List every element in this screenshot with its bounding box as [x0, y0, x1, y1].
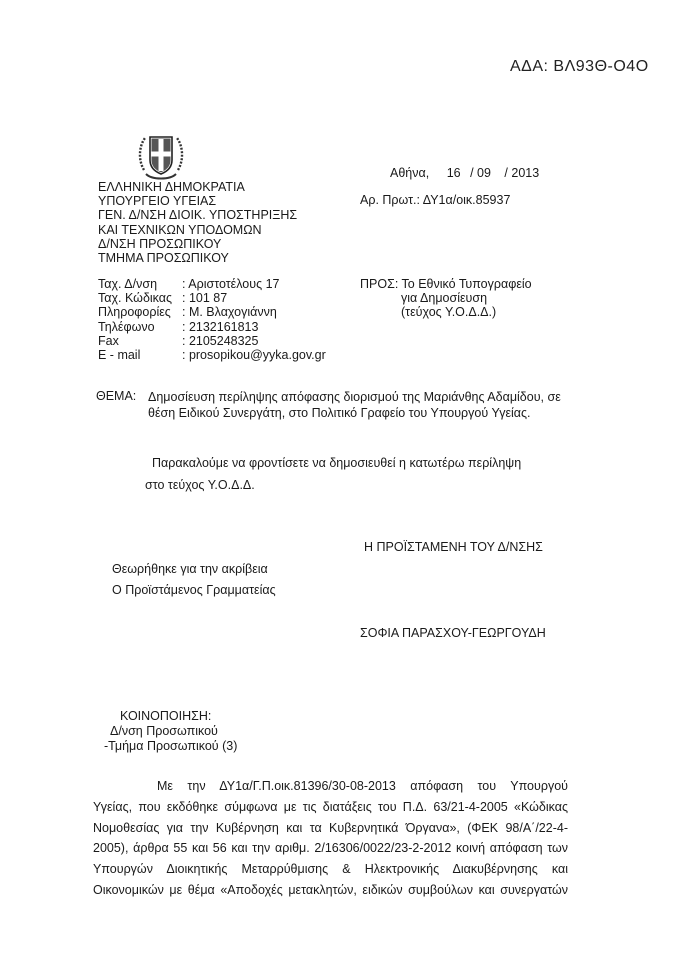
contact-row: [98, 305, 326, 319]
contact-row: [98, 348, 326, 362]
recipient-line: για Δημοσίευση: [401, 291, 488, 306]
contact-label: Fax: [98, 333, 119, 348]
decision-summary: [93, 776, 568, 901]
body-line: Υγείας, που εκδόθηκε σύμφωνα με τις διατάξεις του Π.Δ. 63/21-4-2005 «Κώδικας: [93, 799, 568, 814]
subject-line: Δημοσίευση περίληψης απόφασης διορισμού της Μαριάνθης Αδαμίδου, σε: [148, 390, 561, 404]
contact-value: : Μ. Βλαχογιάννη: [182, 305, 277, 320]
authority-line: ΤΜΗΜΑ ΠΡΟΣΩΠΙΚΟΥ: [98, 251, 229, 266]
director-title: Η ΠΡΟΪΣΤΑΜΕΝΗ ΤΟΥ Δ/ΝΣΗΣ: [364, 540, 543, 554]
request-line: Παρακαλούμε να φροντίσετε να δημοσιευθεί η κατωτέρω περίληψη: [152, 456, 522, 470]
signer-name: ΣΟΦΙΑ ΠΑΡΑΣΧΟΥ-ΓΕΩΡΓΟΥΔΗ: [360, 626, 546, 640]
authority-line: ΓΕΝ. Δ/ΝΣΗ ΔΙΟΙΚ. ΥΠΟΣΤΗΡΙΞΗΣ: [98, 208, 298, 223]
authority-line: ΕΛΛΗΝΙΚΗ ΔΗΜΟΚΡΑΤΙΑ: [98, 180, 245, 194]
issuing-authority: [98, 180, 297, 265]
date-year: / 2013: [504, 166, 540, 180]
accuracy-note: Θεωρήθηκε για την ακρίβεια: [112, 562, 268, 576]
contact-label: Ταχ. Κώδικας: [98, 291, 173, 306]
date-day: 16: [446, 166, 461, 180]
protocol-number: Αρ. Πρωτ.: ΔΥ1α/οικ.85937: [360, 193, 511, 207]
authority-line: ΥΠΟΥΡΓΕΙΟ ΥΓΕΙΑΣ: [98, 194, 217, 209]
contact-label: Ταχ. Δ/νση: [98, 277, 158, 291]
body-line: Υπουργών Διοικητικής Μεταρρύθμισης & Ηλεκτρονικής Διακυβέρνησης και: [93, 862, 568, 877]
authority-line: Δ/ΝΣΗ ΠΡΟΣΩΠΙΚΟΥ: [98, 236, 222, 251]
date-city: Αθήνα,: [390, 166, 430, 180]
request-line: στο τεύχος Υ.Ο.Δ.Δ.: [145, 478, 255, 492]
contact-value: : 101 87: [182, 291, 228, 306]
recipient-line: ΠΡΟΣ: Το Εθνικό Τυπογραφείο: [360, 277, 532, 291]
contact-label: Πληροφορίες: [98, 305, 171, 320]
body-line: Νομοθεσίας για την Κυβέρνηση και τα Κυβερνητικά Όργανα», (ΦΕΚ 98/Α΄/22-4-: [93, 820, 568, 835]
date-month: / 09: [470, 166, 491, 180]
email-link[interactable]: : prosopikou@yyka.gov.gr: [182, 348, 326, 363]
subject-label: ΘΕΜΑ:: [96, 389, 137, 403]
cc-item: Δ/νση Προσωπικού: [110, 724, 218, 738]
contact-row: [98, 291, 326, 305]
greek-coat-of-arms-icon: [136, 130, 186, 184]
contact-value: : 2105248325: [182, 333, 259, 348]
contact-value: : Αριστοτέλους 17: [182, 277, 280, 291]
body-line: Οικονομικών με θέμα «Αποδοχές μετακλητών, ειδικών συμβούλων και συνεργατών: [93, 882, 568, 897]
subject-text: [148, 389, 561, 421]
secretariat-head: Ο Προϊστάμενος Γραμματείας: [112, 583, 276, 597]
contact-details: [98, 277, 326, 362]
body-line: 2005), άρθρα 55 και 56 και την αριθμ. 2/16306/0022/23-2-2012 κοινή απόφαση των: [93, 841, 568, 856]
subject-line: θέση Ειδικού Συνεργάτη, στο Πολιτικό Γραφείο του Υπουργού Υγείας.: [148, 406, 531, 420]
contact-value: : 2132161813: [182, 319, 259, 334]
cc-label: ΚΟΙΝΟΠΟΙΗΣΗ:: [120, 709, 212, 723]
contact-row: [98, 277, 326, 291]
document-date: [390, 166, 539, 180]
ada-code: ΑΔΑ: ΒΛ93Θ-Ο4Ο: [510, 58, 649, 75]
authority-line: ΚΑΙ ΤΕΧΝΙΚΩΝ ΥΠΟΔΟΜΩΝ: [98, 222, 262, 237]
recipient: [360, 277, 532, 320]
cc-item: -Τμήμα Προσωπικού (3): [104, 739, 238, 753]
contact-row: [98, 334, 326, 348]
body-line: Με την ΔΥ1α/Γ.Π.οικ.81396/30-08-2013 απόφαση του Υπουργού: [157, 779, 568, 793]
contact-row: [98, 320, 326, 334]
recipient-line: (τεύχος Υ.Ο.Δ.Δ.): [401, 305, 497, 320]
contact-label: Τηλέφωνο: [98, 319, 155, 334]
contact-label: E - mail: [98, 348, 141, 363]
